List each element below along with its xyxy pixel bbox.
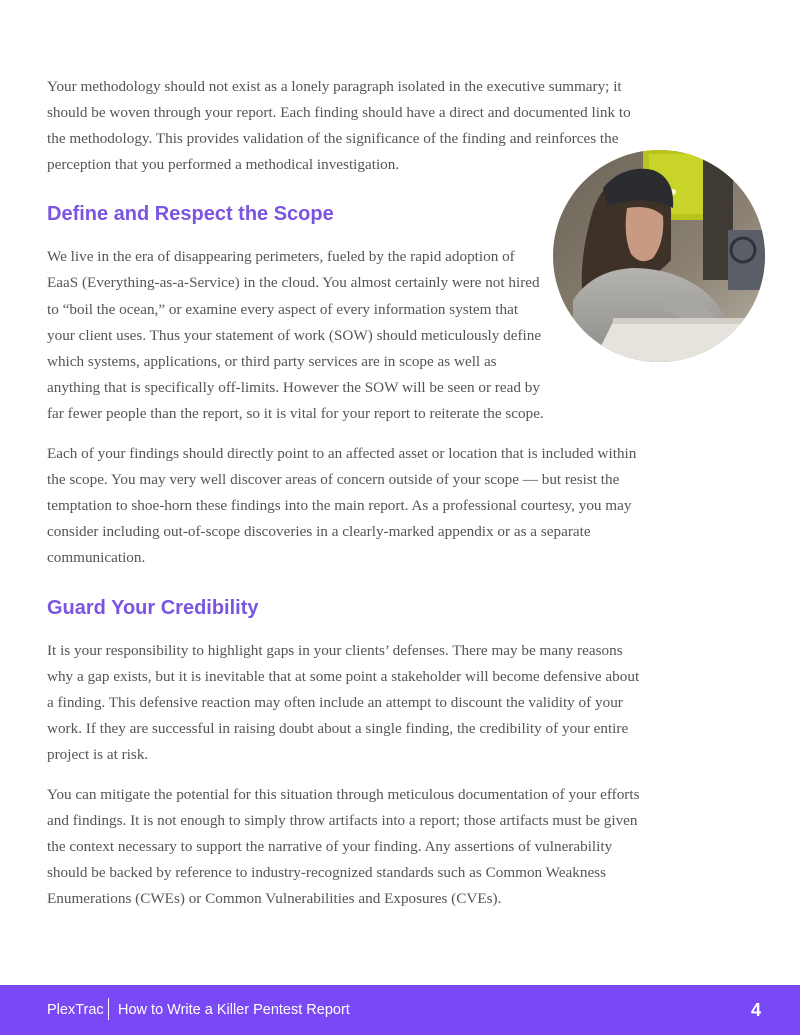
footer-document-title: How to Write a Killer Pentest Report [118, 1002, 350, 1018]
credibility-paragraph-2: You can mitigate the potential for this situation through meticulous documentation of your efforts and findings. It is not enough to simply throw artifacts into a report; those artifacts must be given the context necessary to support the narrative of your finding. Any assertions of vulnerability should be backed by reference to industry-recognized standards such as Common Weakness Enumerations (CWEs) or Common Vulnerabilities and Exposures (CVEs). [47, 785, 640, 908]
footer-divider [108, 998, 109, 1020]
page-content [47, 74, 647, 926]
scope-paragraph-1: We live in the era of disappearing perimeters, fueled by the rapid adoption of EaaS (Everything-as-a-Service) in the cloud. You almost certainly were not hired to “boil the ocean,” or examine every aspect of every information system that your client uses. Thus your statement of work (SOW) should meticulously define which systems, applications, or third party services are in scope as well as anything that is specifically off-limits. However the SOW will be seen or read by far fewer people than the report, so it is vital for your report to reiterate the scope. [47, 248, 544, 422]
page-footer [0, 985, 800, 1035]
scope-paragraph-2: Each of your findings should directly point to an affected asset or location that is included within the scope. You may very well discover areas of concern outside of your scope — but resist the temptation to shoe-horn these findings into the main report. As a professional courtesy, you may consider including out-of-scope discoveries in a clearly-marked appendix or as a separate communication. [47, 445, 637, 567]
footer-brand: PlexTrac [47, 1002, 104, 1018]
scope-heading: Define and Respect the Scope [47, 203, 334, 226]
page-number: 4 [750, 1000, 761, 1020]
photo-illustration [553, 150, 765, 362]
credibility-heading: Guard Your Credibility [47, 596, 259, 619]
woman-at-laptop-photo [553, 150, 765, 362]
intro-paragraph: Your methodology should not exist as a lonely paragraph isolated in the executive summary; it should be woven through your report. Each finding should have a direct and documented link to the methodology. This provides validation of the significance of the finding and reinforces the perception that you performed a methodical investigation. [47, 78, 631, 174]
credibility-paragraph-1: It is your responsibility to highlight gaps in your clients’ defenses. There may be many reasons why a gap exists, but it is inevitable that at some point a stakeholder will become defensive about a finding. This defensive reaction may often include an attempt to discount the validity of your work. If they are successful in raising doubt about a single finding, the credibility of your entire project is at risk. [47, 641, 640, 763]
